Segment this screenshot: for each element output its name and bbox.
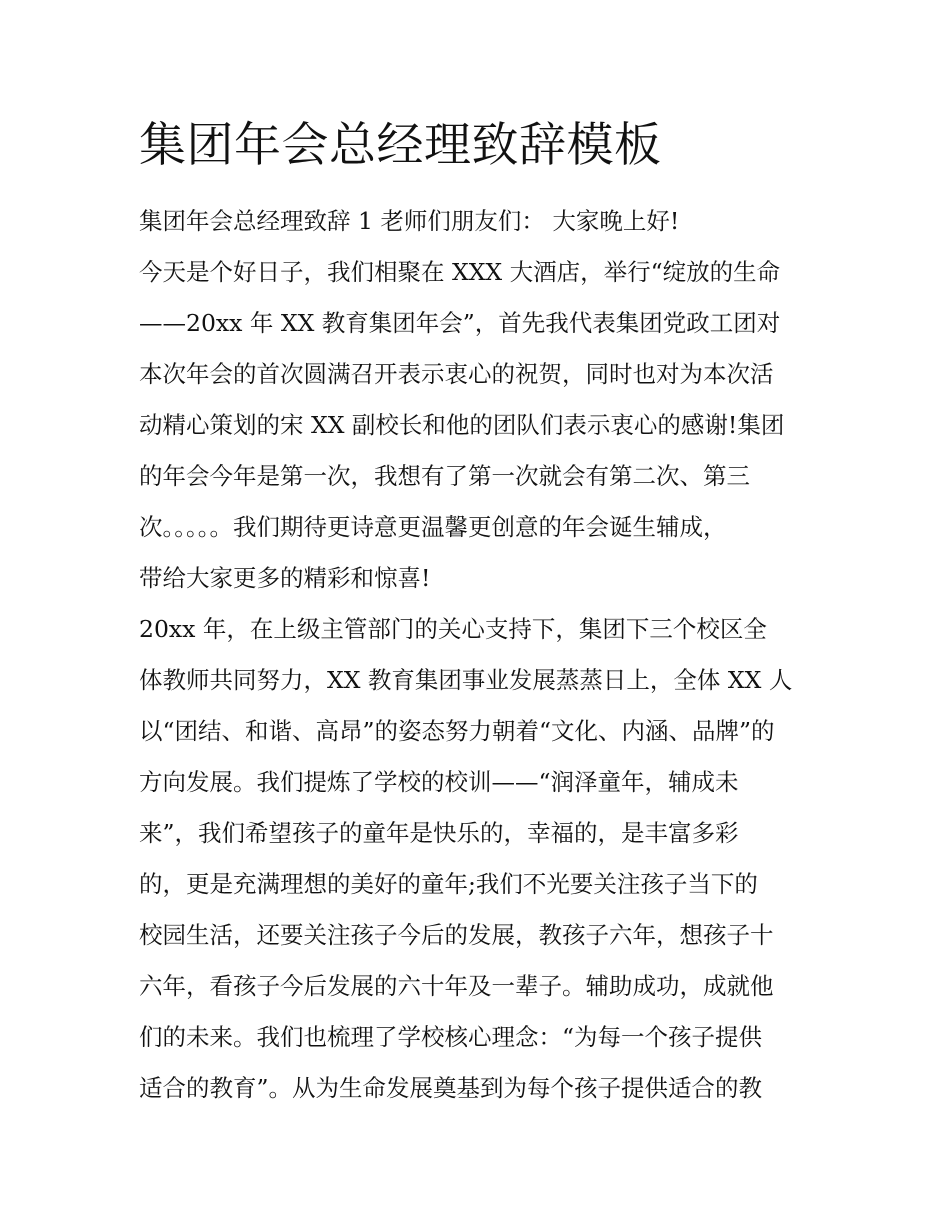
body-line: 今天是个好日子，我们相聚在 XXX 大酒店，举行“绽放的生命 (139, 258, 781, 286)
body-line: 动精心策划的宋 XX 副校长和他的团队们表示衷心的感谢!集团 (139, 411, 785, 439)
body-line: 来”，我们希望孩子的童年是快乐的，幸福的，是丰富多彩 (139, 819, 739, 847)
body-line: 的年会今年是第一次，我想有了第一次就会有第二次、第三 (139, 462, 750, 490)
body-line: 们的未来。我们也梳理了学校核心理念：“为每一个孩子提供 (139, 1023, 763, 1051)
body-line: 的，更是充满理想的美好的童年;我们不光要关注孩子当下的 (139, 870, 758, 898)
body-line: 校园生活，还要关注孩子今后的发展，教孩子六年，想孩子十 (139, 921, 774, 949)
document-title: 集团年会总经理致辞模板 (139, 118, 662, 173)
body-line: 带给大家更多的精彩和惊喜! (139, 564, 431, 592)
body-line: 集团年会总经理致辞 1 老师们朋友们： 大家晚上好! (139, 207, 680, 235)
body-line: ——20xx 年 XX 教育集团年会”，首先我代表集团党政工团对 (139, 309, 781, 337)
body-line: 方向发展。我们提炼了学校的校训——“润泽童年，辅成未 (139, 768, 739, 796)
body-line: 适合的教育”。从为生命发展奠基到为每个孩子提供适合的教 (139, 1074, 763, 1102)
body-line: 六年，看孩子今后发展的六十年及一辈子。辅助成功，成就他 (139, 972, 774, 1000)
body-line: 以“团结、和谐、高昂”的姿态努力朝着“文化、内涵、品牌”的 (139, 717, 775, 745)
body-line: 20xx 年，在上级主管部门的关心支持下，集团下三个校区全 (139, 615, 767, 643)
body-line: 次。。。。。我们期待更诗意更温馨更创意的年会诞生辅成， (139, 513, 727, 541)
body-line: 体教师共同努力，XX 教育集团事业发展蒸蒸日上，全体 XX 人 (139, 666, 793, 694)
body-line: 本次年会的首次圆满召开表示衷心的祝贺，同时也对为本次活 (139, 360, 774, 388)
